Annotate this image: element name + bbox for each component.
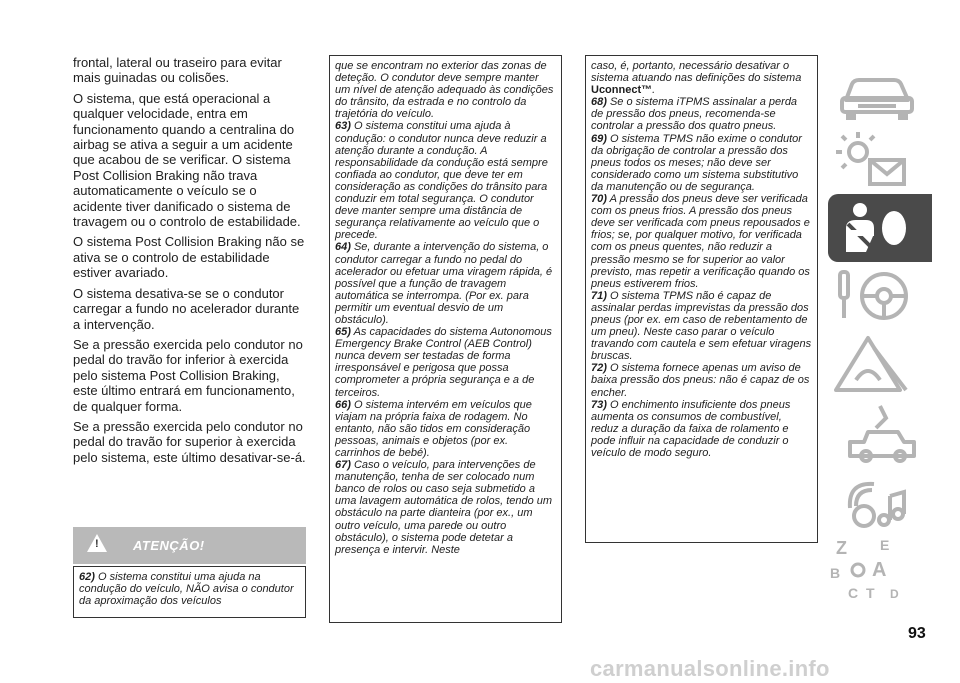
uconnect-brand: Uconnect™ xyxy=(591,84,653,97)
svg-text:T: T xyxy=(866,585,875,601)
note-text: O sistema constitui uma ajuda na condução do veículo, NÃO avisa o condutor da aproximação dos veículos xyxy=(79,571,294,608)
note-number: 65) xyxy=(335,326,351,339)
tab-driving[interactable] xyxy=(828,262,932,330)
svg-text:B: B xyxy=(830,565,841,581)
note-number: 62) xyxy=(79,571,95,583)
index-icon xyxy=(828,534,932,602)
svg-text:Z: Z xyxy=(836,538,847,558)
note-continuation: caso, é, portanto, necessário desativar o sistema atuando nas definições do sistema Uconnect™. xyxy=(591,60,802,97)
emergency-icon xyxy=(828,330,932,398)
warning-note xyxy=(335,120,556,241)
note-text: O sistema fornece apenas um aviso de baixa pressão dos pneus: não é capaz de os encher. xyxy=(591,362,810,399)
warning-note xyxy=(591,290,812,363)
note-text: Se o sistema iTPMS assinalar a perda de pressão dos pneus, recomenda-se controlar a pressão dos quatro pneus. xyxy=(591,96,798,133)
warning-notes-box xyxy=(329,55,562,623)
note-number: 67) xyxy=(335,459,351,472)
warning-lights-icon xyxy=(828,126,932,194)
body-paragraph: O sistema, que está operacional a qualquer velocidade, entra em funcionamento quando a centralina do airbag se ativa a seguir a um acidente que acabou de se verificar. O sistema Post Collision Braking não trava automaticamente o veículo se o acidente tiver danificado o sistema de travagem ou o controlo de estabilidade. xyxy=(73,90,301,230)
warning-note xyxy=(79,571,300,607)
note-number: 70) xyxy=(591,193,607,206)
note-number: 72) xyxy=(591,362,607,375)
note-text: Se, durante a intervenção do sistema, o condutor carregar a fundo no pedal do acelerador ou efetuar uma viragem rápida, é possível que a função de travagem automática se interrompa. (Por ex. para permitir um eventual desvio de um obstáculo). xyxy=(335,241,553,326)
svg-text:D: D xyxy=(890,587,899,601)
note-number: 68) xyxy=(591,96,607,109)
warning-note xyxy=(591,362,812,398)
note-text: O sistema constitui uma ajuda à condução: o condutor nunca deve reduzir a atenção durante a condução. A responsabilidade da condução está sempre confiada ao condutor, que deve ter em consideração as condições do trânsito para conduzir em total segurança. O condutor deve manter sempre uma distância de segurança relativamente ao veículo que o precede. xyxy=(335,120,548,242)
note-text: Caso o veículo, para intervenções de manutenção, tenha de ser colocado num banco de rolos ou caso seja submetido a uma lavagem automática de rolos, tendo um obstáculo na parte dianteira (por ex., um outro veículo, uma parede ou outro obstáculo), o sistema pode detetar a presença e intervir. Neste xyxy=(335,459,553,556)
note-text: A pressão dos pneus deve ser verificada com os pneus frios. A pressão dos pneus deve ser verificada com pneus repousados e frios; se, por qualquer motivo, for verificada com os pneus quentes, não reduzir a pressão mesmo se for superior ao valor previsto, mas repetir a verificação quando os pneus estiverem frios. xyxy=(591,193,810,290)
maintenance-icon xyxy=(828,398,932,466)
note-text: O enchimento insuficiente dos pneus aumenta os consumos de combustível, reduz a duração da faixa de rolamento e pode influir na capacidade de conduzir o veículo de modo seguro. xyxy=(591,398,791,459)
warning-note xyxy=(591,96,812,132)
note-text: O sistema TPMS não exime o condutor da obrigação de controlar a pressão dos pneus todos os meses; não deve ser considerado como um sistema substitutivo da manutenção ou de segurança. xyxy=(591,132,802,193)
warning-heading: ! ATENÇÃO! xyxy=(73,527,306,564)
svg-text:A: A xyxy=(872,559,887,581)
page-number: 93 xyxy=(908,625,926,642)
warning-note xyxy=(591,133,812,193)
warning-note xyxy=(335,399,556,459)
body-paragraph: Se a pressão exercida pelo condutor no pedal do travão for superior à exercida pelo sistema, este último desativar-se-á. xyxy=(73,418,306,465)
note-number: 69) xyxy=(591,132,607,145)
body-paragraph: Se a pressão exercida pelo condutor no pedal do travão for inferior à exercida pelo sistema Post Collision Braking, este último entrará em funcionamento, de qualquer forma. xyxy=(73,336,303,414)
note-text: As capacidades do sistema Autonomous Emergency Brake Control (AEB Control) nunca devem ser testadas de forma irresponsável e perigosa que possa comprometer a própria segurança e a de terceiros. xyxy=(335,326,552,399)
warning-notes-box xyxy=(73,566,306,618)
body-paragraph: O sistema desativa-se se o condutor carregar a fundo no acelerador durante a intervenção. xyxy=(73,285,300,332)
warning-note xyxy=(591,193,812,290)
starting-driving-icon xyxy=(828,262,932,330)
warning-note xyxy=(335,241,556,326)
warning-note xyxy=(335,326,556,399)
multimedia-icon xyxy=(828,466,932,534)
note-number: 71) xyxy=(591,289,607,302)
note-text: O sistema intervém em veículos que viajam na própria faixa de rodagem. No entanto, não são tidos em consideração pessoas, animais e objetos (por ex. carrinhos de bebé). xyxy=(335,398,532,459)
note-number: 66) xyxy=(335,398,351,411)
warning-note xyxy=(335,459,556,556)
note-text: O sistema TPMS não é capaz de assinalar perdas imprevistas da pressão dos pneus (por ex. em caso de rebentamento de um pneu). Neste caso parar o veículo travando com cautela e sem efetuar viragens bruscas. xyxy=(591,289,812,363)
watermark: carmanualsonline.info xyxy=(590,656,830,681)
seatbelt-airbag-icon xyxy=(828,194,932,262)
warning-note xyxy=(591,399,812,459)
tab-maintenance[interactable] xyxy=(828,398,932,466)
car-icon xyxy=(828,58,932,126)
body-text-column xyxy=(73,55,306,470)
note-number: 64) xyxy=(335,241,351,254)
tab-warning-lights[interactable] xyxy=(828,126,932,194)
warning-notes-box xyxy=(585,55,818,543)
note-number: 63) xyxy=(335,120,351,133)
body-paragraph: frontal, lateral ou traseiro para evitar mais guinadas ou colisões. xyxy=(73,55,282,86)
svg-text:E: E xyxy=(880,537,890,553)
svg-text:C: C xyxy=(848,585,859,601)
tab-safety[interactable] xyxy=(828,194,932,262)
tab-emergency[interactable] xyxy=(828,330,932,398)
tab-multimedia[interactable] xyxy=(828,466,932,534)
warning-title: ATENÇÃO! xyxy=(133,538,205,553)
tab-index[interactable] xyxy=(828,534,932,602)
body-paragraph: O sistema Post Collision Braking não se ativa se o controlo de estabilidade estiver avariado. xyxy=(73,234,305,281)
tab-car[interactable] xyxy=(828,58,932,126)
note-number: 73) xyxy=(591,398,607,411)
note-continuation: que se encontram no exterior das zonas de deteção. O condutor deve sempre manter um nível de atenção adequado às condições do trânsito, da estrada e no controlo da trajetória do veículo. xyxy=(335,60,554,121)
